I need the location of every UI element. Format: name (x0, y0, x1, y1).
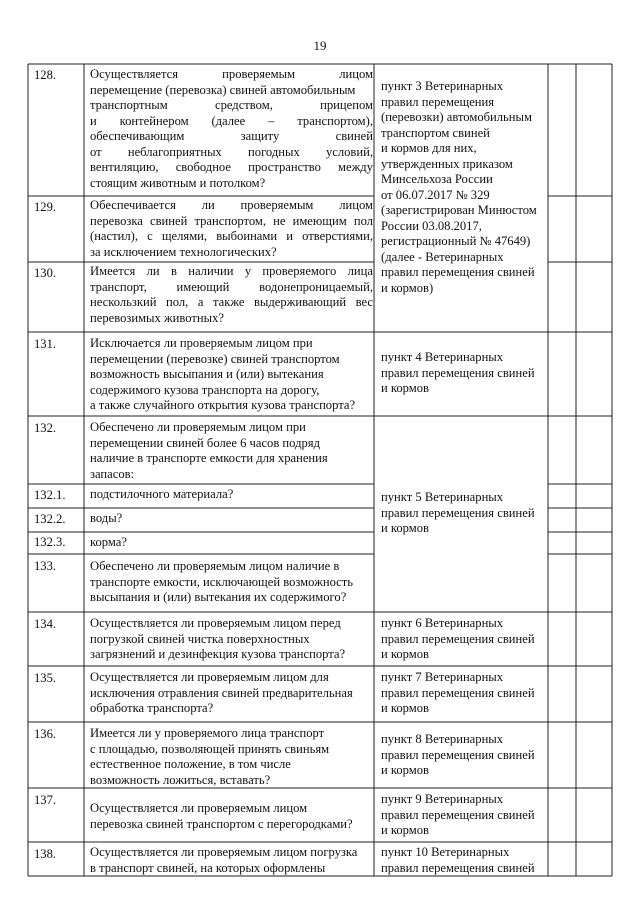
question-line: перевозимых животных? (90, 310, 224, 325)
page-number: 19 (313, 38, 327, 53)
question-text (90, 616, 373, 663)
question-line: запасов: (90, 466, 135, 481)
question-line: и контейнером (далее – транспортом), (90, 113, 373, 128)
question-line: естественное положение, в том числе (90, 757, 291, 771)
row-number: 136. (34, 727, 57, 741)
row-number: 132.1. (34, 488, 66, 502)
question-text (90, 845, 373, 876)
reference-line: пункт 10 Ветеринарных (381, 845, 510, 859)
row-number: 132. (34, 421, 57, 435)
question-line: нескользкий пол, а также выдерживающий вес (90, 295, 373, 309)
question-line: а также случайного открытия кузова транспорта? (90, 398, 356, 412)
question-line: за исключением технологических? (90, 244, 277, 259)
question-text (90, 511, 373, 527)
question-text (90, 67, 373, 191)
question-line: Обеспечено ли проверяемым лицом при (90, 420, 306, 434)
reference-line: (зарегистрирован Минюстом (381, 203, 537, 217)
legal-reference (381, 792, 546, 839)
question-text (90, 198, 373, 260)
question-line: корма? (90, 535, 127, 549)
reference-line: (далее - Ветеринарных (381, 249, 504, 264)
reference-line: правил перемещения свиней (381, 747, 535, 762)
question-line: от неблагоприятных погодных условий, (90, 144, 373, 159)
question-line: Имеется ли у проверяемого лица транспорт (90, 726, 325, 740)
reference-line: правил перемещения свиней (381, 807, 535, 822)
question-text (90, 801, 373, 832)
question-line: Осуществляется ли проверяемым лицом для (90, 670, 329, 684)
question-line: обеспечивающим защиту свиней (90, 129, 373, 143)
reference-line: пункт 4 Ветеринарных (381, 350, 504, 364)
question-text (90, 420, 373, 482)
reference-line: и кормов для них, (381, 141, 477, 155)
question-line: перевозка свиней транспортом, не имеющим пол (90, 213, 373, 228)
reference-line: правил перемещения (381, 94, 495, 109)
question-line: высыпания и (или) вытекания их содержимого? (90, 590, 347, 604)
reference-line: правил перемещения свиней (381, 685, 535, 700)
question-line: с площадью, позволяющей принять свиньям (90, 741, 330, 756)
question-line: Исключается ли проверяемым лицом при (90, 336, 313, 350)
question-line: Обеспечивается ли проверяемым лицом (90, 198, 373, 212)
question-line: возможность ложиться, вставать? (90, 772, 271, 787)
question-line: содержимого кузова транспорта на дорогу, (90, 382, 320, 397)
question-text (90, 535, 373, 551)
question-line: загрязнений и дезинфекция кузова транспорта? (90, 647, 346, 661)
reference-line: (перевозки) автомобильным (381, 110, 532, 124)
question-line: стоящим животным и потолком? (90, 175, 266, 190)
legal-reference (381, 350, 546, 397)
question-line: подстилочного материала? (90, 487, 234, 501)
question-line: в транспорт свиней, на которых оформлены (90, 860, 326, 875)
legal-reference (381, 616, 546, 663)
question-line: транспорт, имеющий водонепроницаемый, (90, 279, 373, 294)
legal-reference (381, 490, 546, 537)
question-line: перемещение (перевозка) свиней автомобильным (90, 82, 356, 97)
row-number: 132.3. (34, 535, 66, 549)
row-number: 131. (34, 337, 57, 351)
question-text (90, 336, 373, 414)
question-line: перемещении (перевозке) свиней транспортом (90, 351, 340, 366)
legal-reference (381, 670, 546, 717)
reference-line: пункт 6 Ветеринарных (381, 616, 504, 630)
reference-line: и кормов (381, 823, 429, 837)
question-line: вентиляцию, свободное пространство между (90, 160, 373, 174)
reference-line: и кормов (381, 701, 429, 715)
question-line: (настил), с щелями, выбоинами и отверстиями, (90, 229, 373, 243)
reference-line: пункт 5 Ветеринарных (381, 490, 504, 504)
question-line: Осуществляется ли проверяемым лицом перед (90, 616, 341, 630)
reference-line: пункт 8 Ветеринарных (381, 732, 504, 746)
row-number: 130. (34, 266, 57, 280)
question-text (90, 726, 373, 788)
question-line: транспорте емкости, исключающей возможность (90, 574, 354, 589)
row-number: 134. (34, 617, 57, 631)
reference-line: пункт 7 Ветеринарных (381, 670, 504, 684)
reference-line: от 06.07.2017 № 329 (381, 187, 490, 202)
reference-line: и кормов (381, 647, 429, 661)
reference-line: России 03.08.2017, (381, 218, 482, 233)
row-number: 129. (34, 200, 57, 214)
reference-line: и кормов (381, 381, 429, 395)
reference-line: утвержденных приказом (381, 156, 513, 171)
question-line: обработка транспорта? (90, 701, 214, 715)
reference-line: правил перемещения свиней (381, 505, 535, 520)
reference-line: правил перемещения свиней (381, 265, 535, 279)
reference-line: и кормов) (381, 280, 434, 295)
question-line: Осуществляется проверяемым лицом (90, 67, 373, 81)
reference-line: транспортом свиней (381, 125, 490, 140)
reference-line: правил перемещения свиней (381, 631, 535, 646)
reference-line: регистрационный № 47649) (381, 234, 531, 248)
reference-line: пункт 9 Ветеринарных (381, 792, 504, 806)
question-text (90, 670, 373, 717)
row-number: 133. (34, 559, 57, 573)
legal-reference (381, 79, 546, 296)
reference-line: пункт 3 Ветеринарных (381, 79, 504, 93)
row-number: 138. (34, 847, 57, 861)
question-line: Имеется ли в наличии у проверяемого лица (90, 264, 373, 278)
question-line: исключения отравления свиней предварительная (90, 685, 353, 700)
question-line: Обеспечено ли проверяемым лицом наличие в (90, 559, 340, 573)
reference-line: и кормов (381, 521, 429, 535)
question-line: Осуществляется ли проверяемым лицом (90, 801, 308, 815)
question-line: транспортным средством, прицепом (90, 98, 373, 112)
question-line: наличие в транспорте емкости для хранения (90, 451, 328, 465)
legal-reference (381, 732, 546, 779)
reference-line: правил перемещения свиней (381, 860, 535, 875)
reference-line: правил перемещения свиней (381, 365, 535, 380)
row-number: 135. (34, 671, 57, 685)
question-text (90, 264, 373, 326)
question-line: возможность высыпания и (или) вытекания (90, 367, 324, 381)
reference-line: Минсельхоза России (381, 172, 493, 186)
row-number: 132.2. (34, 512, 66, 526)
question-line: воды? (90, 511, 123, 525)
question-line: погрузкой свиней чистка поверхностных (90, 631, 310, 646)
row-number: 128. (34, 68, 57, 82)
row-number: 137. (34, 793, 57, 807)
question-text (90, 559, 373, 606)
question-line: перемещении свиней более 6 часов подряд (90, 435, 321, 450)
question-line: Осуществляется ли проверяемым лицом погрузка (90, 845, 358, 859)
question-line: перевозка свиней транспортом с перегородками? (90, 816, 353, 831)
reference-line: и кормов (381, 763, 429, 777)
question-text (90, 487, 373, 503)
legal-reference (381, 845, 546, 876)
